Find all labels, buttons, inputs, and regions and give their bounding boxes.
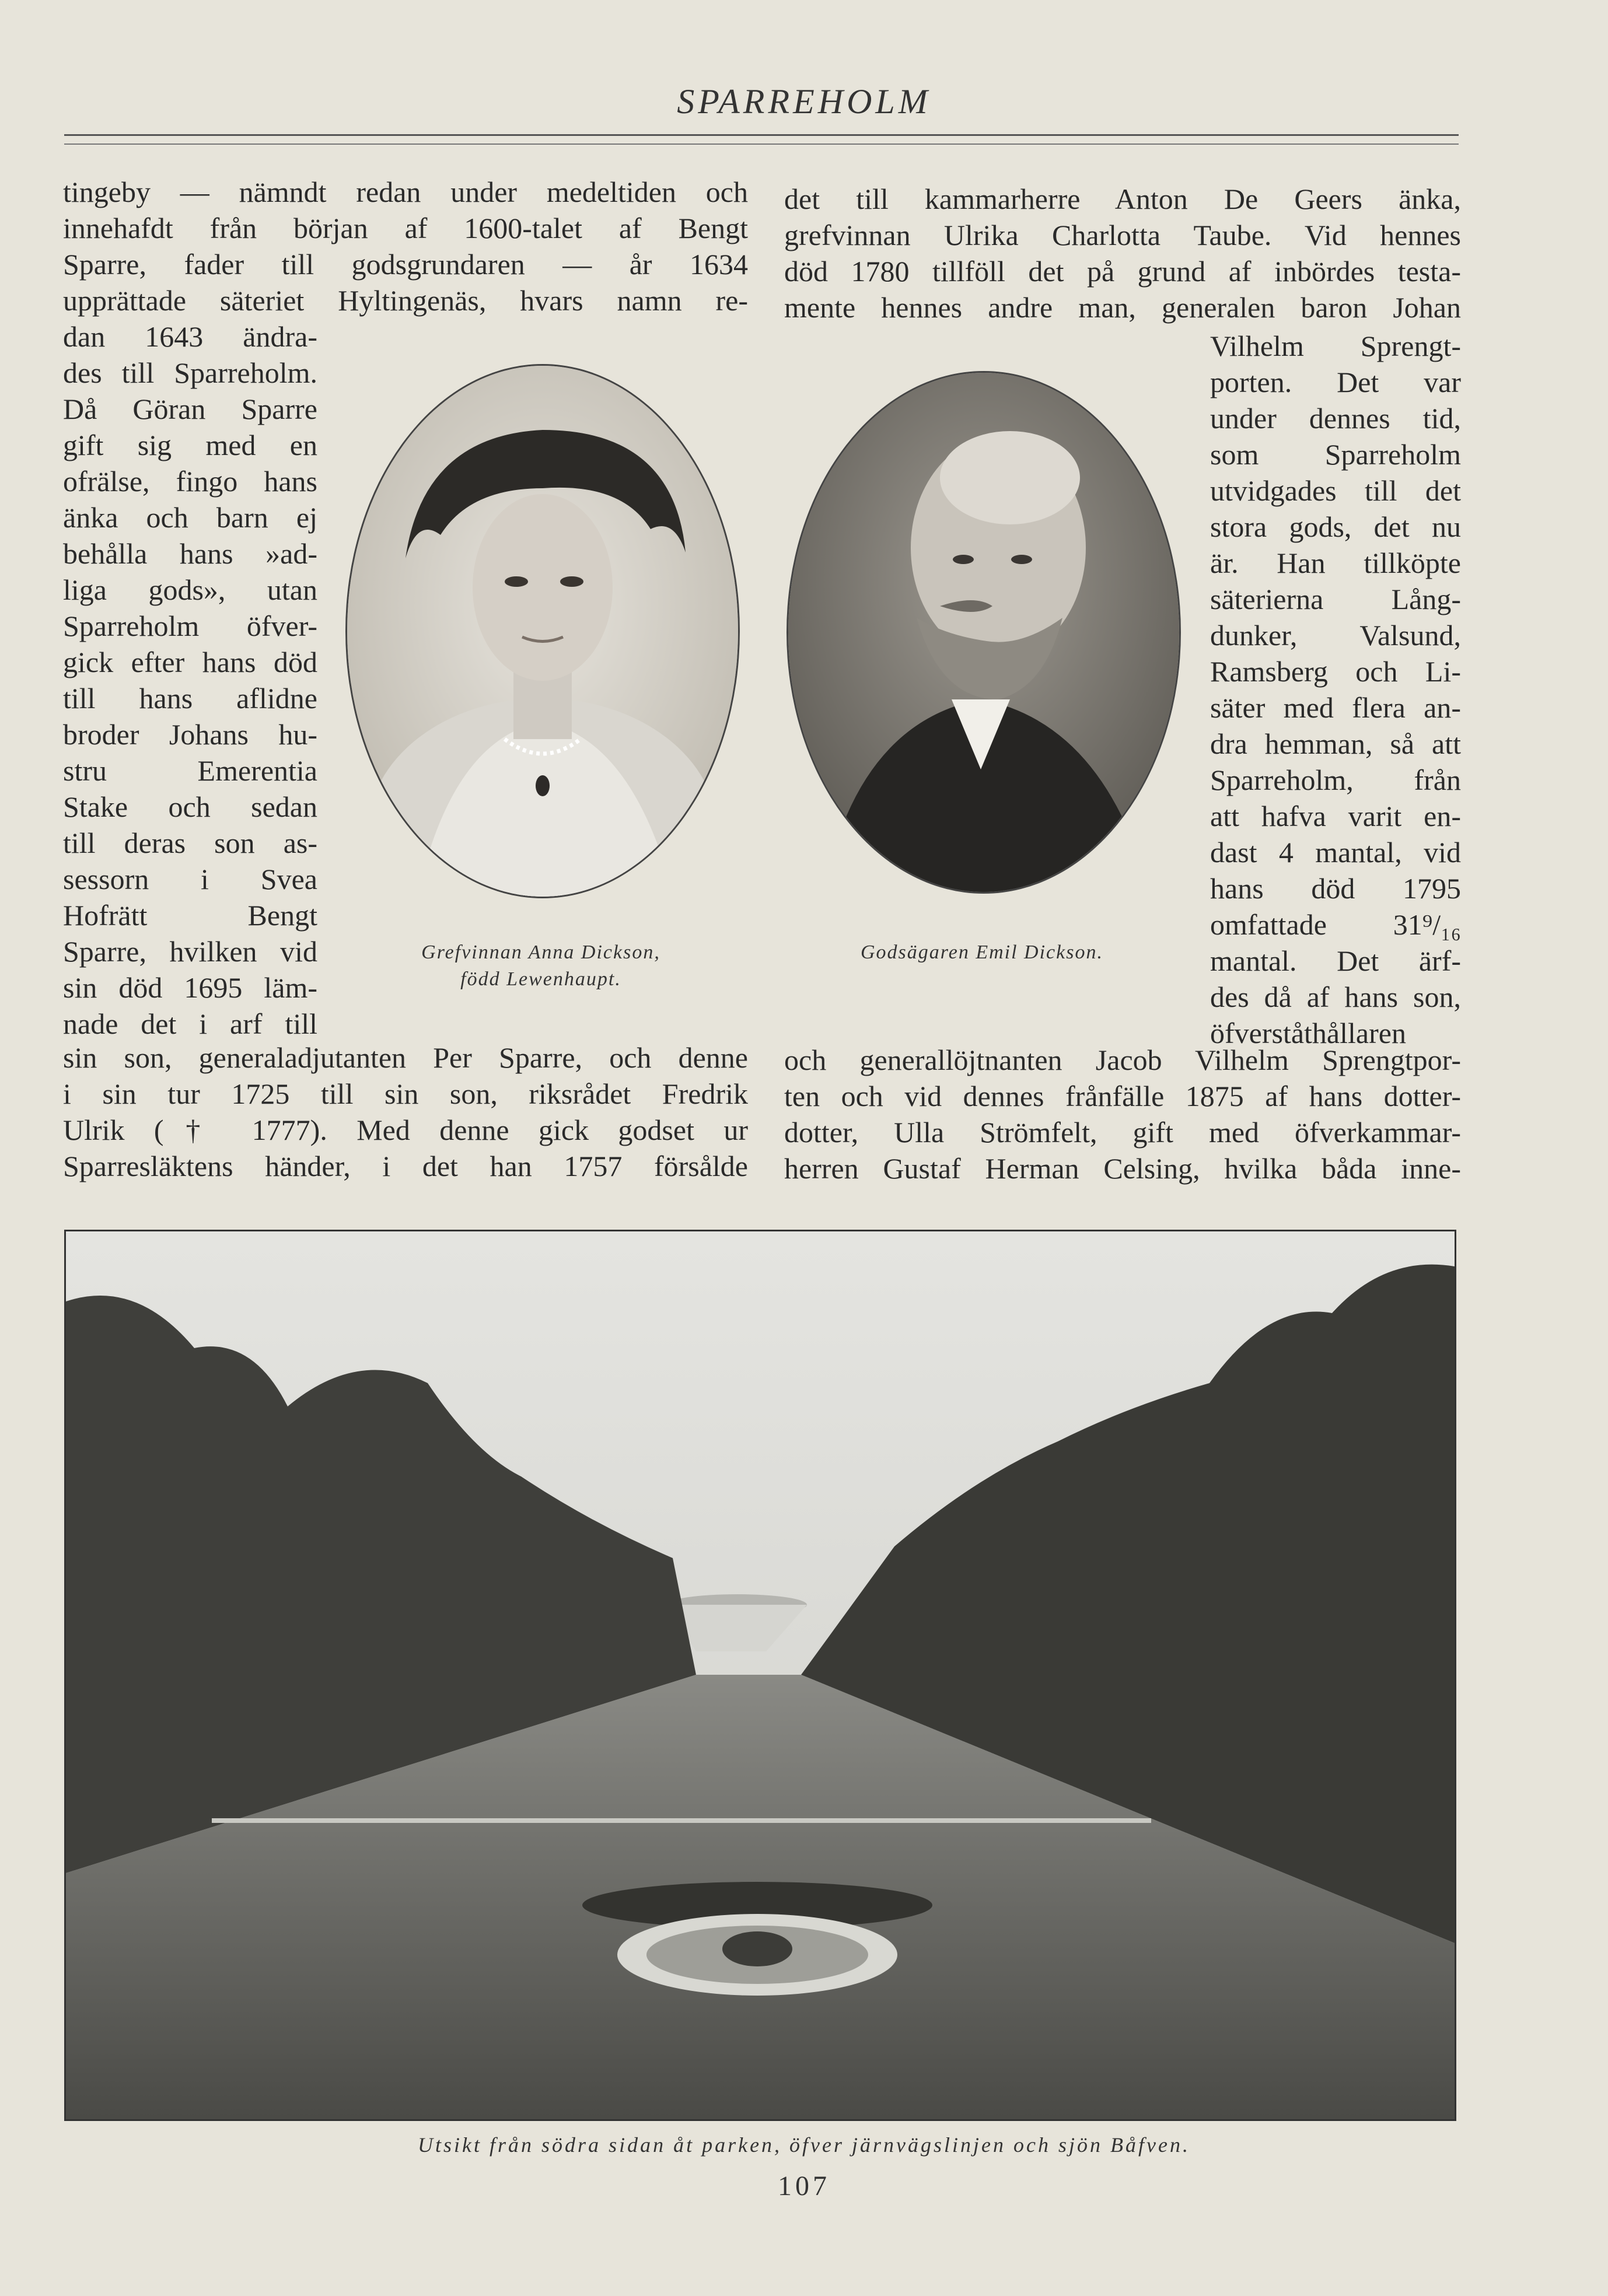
park-photograph bbox=[64, 1230, 1456, 2121]
right-column-line: dotter, Ulla Strömfelt, gift med öfverkammar- bbox=[784, 1116, 1461, 1149]
right-column-line: omfattade 31⁹/₁₆ bbox=[1210, 908, 1461, 941]
left-column-line: tingeby — nämndt redan under medeltiden och bbox=[63, 176, 748, 208]
right-column-line: och generallöjtnanten Jacob Vilhelm Sprengtpor- bbox=[784, 1044, 1461, 1076]
portrait-woman-image bbox=[347, 366, 738, 897]
right-column-line: det till kammarherre Anton De Geers änka, bbox=[784, 183, 1461, 215]
left-column-line: Sparresläktens händer, i det han 1757 försålde bbox=[63, 1150, 748, 1182]
left-column-line: behålla hans »ad- bbox=[63, 537, 317, 570]
left-column-line: Stake och sedan bbox=[63, 790, 317, 823]
left-column-line: liga gods», utan bbox=[63, 573, 317, 606]
right-column-line: är. Han tillköpte bbox=[1210, 547, 1461, 579]
right-column-line: säter med flera an- bbox=[1210, 691, 1461, 724]
right-column-line: porten. Det var bbox=[1210, 366, 1461, 398]
park-view-image bbox=[66, 1231, 1455, 2119]
page-number: 107 bbox=[778, 2171, 830, 2202]
portrait-caption-left-1: Grefvinnan Anna Dickson, bbox=[421, 942, 660, 963]
right-column-line: herren Gustaf Herman Celsing, hvilka båda inne- bbox=[784, 1152, 1461, 1185]
right-column-line: under dennes tid, bbox=[1210, 402, 1461, 435]
running-header: SPARREHOLM bbox=[677, 82, 931, 121]
left-column-line: upprättade säteriet Hyltingenäs, hvars namn re- bbox=[63, 284, 748, 317]
portrait-anna-dickson bbox=[345, 364, 740, 898]
left-column-line: Då Göran Sparre bbox=[63, 393, 317, 425]
right-column-line: stora gods, det nu bbox=[1210, 510, 1461, 543]
right-column-line: säterierna Lång- bbox=[1210, 583, 1461, 615]
right-column-line: Vilhelm Sprengt- bbox=[1210, 330, 1461, 362]
portrait-caption-left-2: född Lewenhaupt. bbox=[460, 968, 621, 990]
left-column-line: till hans aflidne bbox=[63, 682, 317, 715]
portrait-man-image bbox=[788, 373, 1179, 892]
left-column-line: nade det i arf till bbox=[63, 1007, 317, 1040]
right-column-line: dunker, Valsund, bbox=[1210, 619, 1461, 652]
right-column-line: Sparreholm, från bbox=[1210, 764, 1461, 796]
right-column-line: grefvinnan Ulrika Charlotta Taube. Vid hennes bbox=[784, 219, 1461, 251]
right-column-line: dra hemman, så att bbox=[1210, 727, 1461, 760]
photo-caption: Utsikt från södra sidan åt parken, öfver järnvägslinjen och sjön Båfven. bbox=[418, 2133, 1190, 2157]
right-column-line: dast 4 mantal, vid bbox=[1210, 836, 1461, 869]
left-column-line: sessorn i Svea bbox=[63, 863, 317, 895]
left-column-line: änka och barn ej bbox=[63, 501, 317, 534]
left-column-line: Sparre, fader till godsgrundaren — år 1634 bbox=[63, 248, 748, 281]
portrait-caption-right: Godsägaren Emil Dickson. bbox=[861, 942, 1103, 963]
right-column-line: mantal. Det ärf- bbox=[1210, 944, 1461, 977]
left-column-line: gick efter hans död bbox=[63, 646, 317, 678]
header-rule-top bbox=[64, 134, 1459, 136]
left-column-line: stru Emerentia bbox=[63, 754, 317, 787]
right-column-line: att hafva varit en- bbox=[1210, 800, 1461, 832]
left-column-line: ofrälse, fingo hans bbox=[63, 465, 317, 498]
right-column-line: mente hennes andre man, generalen baron Johan bbox=[784, 291, 1461, 324]
left-column-line: sin son, generaladjutanten Per Sparre, och denne bbox=[63, 1041, 748, 1074]
right-column-line: ten och vid dennes frånfälle 1875 af hans dotter- bbox=[784, 1080, 1461, 1112]
left-column-line: des till Sparreholm. bbox=[63, 356, 317, 389]
right-column-line: Ramsberg och Li- bbox=[1210, 655, 1461, 688]
right-column-line: hans död 1795 bbox=[1210, 872, 1461, 905]
left-column-line: gift sig med en bbox=[63, 429, 317, 461]
right-column-line: des då af hans son, bbox=[1210, 981, 1461, 1013]
left-column-line: sin död 1695 läm- bbox=[63, 971, 317, 1004]
left-column-line: Hofrätt Bengt bbox=[63, 899, 317, 932]
header-rule-bottom bbox=[64, 144, 1459, 145]
left-column-line: innehafdt från början af 1600-talet af Bengt bbox=[63, 212, 748, 244]
right-column-line: som Sparreholm bbox=[1210, 438, 1461, 471]
portrait-emil-dickson bbox=[786, 371, 1181, 894]
left-column-line: Sparreholm öfver- bbox=[63, 610, 317, 642]
left-column-line: broder Johans hu- bbox=[63, 718, 317, 751]
left-column-line: i sin tur 1725 till sin son, riksrådet Fredrik bbox=[63, 1077, 748, 1110]
left-column-line: Sparre, hvilken vid bbox=[63, 935, 317, 968]
right-column-line: utvidgades till det bbox=[1210, 474, 1461, 507]
right-column-line: död 1780 tillföll det på grund af inbördes testa- bbox=[784, 255, 1461, 288]
left-column-line: till deras son as- bbox=[63, 827, 317, 859]
left-column-line: dan 1643 ändra- bbox=[63, 320, 317, 353]
left-column-line: Ulrik († 1777). Med denne gick godset ur bbox=[63, 1114, 748, 1146]
right-column-line: öfverståthållaren bbox=[1210, 1017, 1406, 1049]
